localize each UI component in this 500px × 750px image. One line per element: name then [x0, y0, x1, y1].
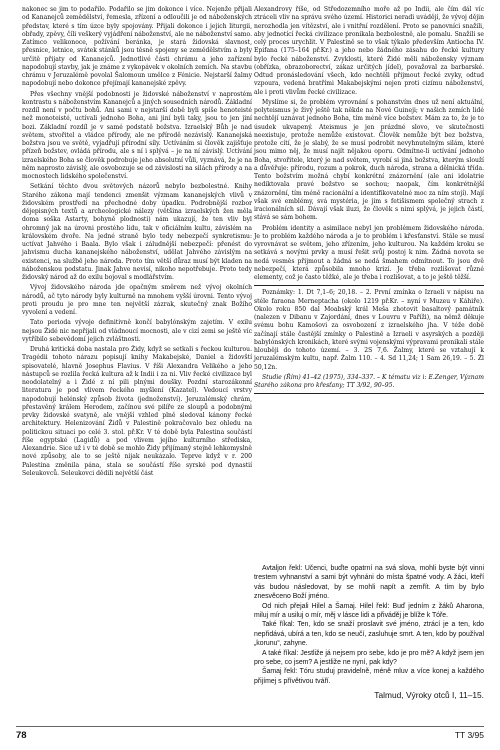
article-paragraph: nakonec se jim to podařilo. Podařilo se jim dokonce i více. Nejenže přijali od Kananejců zemědělství, řemesla, zřízení a odloučili je od náboženských představ, které s tím úzce byly spojovány. Přijali dokonce i jejich liturgii, obřady, zpěvy, číli veškerý vyjádření náboženství, ale ne náboženství samo. Zatímco velikonoce, požívání beránka, je stará židovská slavnost, přesnice, letnice, svátek stánků jsou těsně spojeny se zemědělstvím a byly určitě přijaty od Kananejců. Jednotlivé části chrámu a jeho zařízení napodobují stavby, jak je známe z vykopávek v okolních zemích. Na stavbu chrámu v Jeruzalémě povolal Šalomoun umělce z Fénicie. Nejstarší žalmy napodobují nebo dokonce přejímají kananejské zpěvy.	[22, 6, 252, 88]
page-footer	[16, 728, 484, 742]
talmud-paragraph: Avtaljon řekl: Učenci, buďte opatrní na svá slova, mohli byste být vinni trestem vyhnanství a sami být vyhnáni do místa špatné vody. A žáci, kteří vás budou následovat, by se mohli napít a zemřít. A tím by bylo znesvěceno Boží jméno.	[254, 565, 484, 601]
page-number: 78	[16, 729, 27, 741]
section-divider	[254, 393, 484, 394]
talmud-paragraph: Také říkal: Ten, kdo se snaží proslavit své jméno, ztrácí je a ten, kdo nepřidává, ubírá a ten, kdo se neučí, zasluhuje smrt. A ten, kdo by používal „korunu“, zahyne.	[254, 621, 484, 648]
issue-label: TT 3/95	[454, 730, 484, 740]
talmud-paragraph: Od nich přejali Hilel a Šamaj. Hilel řekl: Buď jedním z žáků Aharona, miluj mír a usiluj o mír, měj v lásce lidi a přiváděj je blíže k Tóře.	[254, 602, 484, 620]
notes-divider	[254, 285, 484, 286]
source-citation: Studie (Řím) 41–42 (1975), 334–337. – K tématu viz i: E.Zenger, Význam Starého zákona pro křesťany; TT 3/92, 90–95.	[254, 373, 484, 389]
footnotes: Poznámky: 1. Dt 7,1–6; 20,18. – 2. První zmínka o Izraeli v nápisu na stéle faraona Merneptacha (okolo 1219 př.Kr. – nyní v Muzeu v Káhiře). Okolo roku 850 dal Moabský král Meša zhotovit basaltový památník (nalezen v Dibanu v Zajordání, dnes v Louvru v Paříži), na němž děkuje svému bohu Kamošovi za osvobození z izraelského jha. V téže době začínají stále častější zmínky o Palestině a Izraeli v asyrských a později babylónských kronikách, které svými vojenskými výpravami pronikali stále hlouběji do tohoto území. – 3. 2S 7,6. Žalmy, které se vztahují k jeruzalémským kultu, např. Žalm 110. – 4. Sd 11,24; 1 Sam 26,19. – 5. Žl 50,12n.	[254, 289, 484, 371]
talmud-quote-box	[254, 564, 484, 700]
article-paragraph: Myslíme si, že problém vyrovnání s pohanstvím dnes už není aktuální, polyteismus je živý ještě tak někde na Nové Guineji; v našich zemích lidé nechtějí uznávat jednoho Boha, tím méně více božstev. Mám za to, že je to úsudek ukvapený. Ateismus je jen prázdné slovo, ve skutečnosti neexistuje, protože nemůže existovat. Člověk nemůže být bez božstva, protože cítí, že je slabý, že se musí podrobit nevyhnutelným silám, které jsou mimo něj, že musí najít nějakou oporu. Odmítne-li uctívání jednoho Boha, stvořitele, který je nad světem, vyrobí si jiná božstva, kterým slouží a důvěřuje: přírodu, rozum a pokrok, duch národa, strana a dělnická třída. Tento božstvím možná chybí konkrétní znázornění (ale ani idolatrie nediktovala pravé božstvo se sochou; naopak, čím konkrétnější znázornění, tím méně racionální a identifikovatelné moc za ním stojí). Mají však své emblémy, svá mystéria, je jim s fetišismem společný strach z iracionálních sil. Dávají však iluzi, že člověk s nimi splývá, je jejich částí, stává se sám bohem.	[254, 98, 484, 222]
article-paragraph: Alexandrovy říše, od Středozemního moře až po Indii, ale čím dál víc ztráceli vliv na správu svého území. Historici neradi uvádějí, že vývoj dějin nerozhodla jen vítězství, ale i vnitřní rozdělení. Proto se panovníci snažili, aby jednotící řecká civilizace pronikala bezbolestně, ale pomalu. Snažili se celý proces urychlit. V Palestině se to však týkalo především Antiocha IV. Epifana (175–164 př.Kr.) a jeho nebo žádného zásahu do řecké kultury bylo řecké náboženství. Zvyklosti, které Židé měli nábožensky význam (obřízka, obrazoborectví, zákaz určitých jídel), považoval za barbarské. Odtud pronásledování všech, kdo nechtěli přijmout řecké zvyky, odtud vzpoura, vedená bratřími Makabejskými nejen proti cizímu náboženství, ale i proti vlivům řecké civilizace.	[254, 6, 484, 96]
article-paragraph: Tato perioda vývoje definitivně končí babylónským zajetím. V exilu nejsou Židé nic nepřijali od vládnoucí mocnosti, ale v cizí zemi se ještě víc vytříbilo sebevědomí jejich zvláštnosti.	[22, 319, 252, 343]
footer-rule	[16, 726, 484, 727]
article-paragraph: Setkání těchto dvou světových názorů nebylo bezbolestné. Knihy Starého zákona mají tendenci zmenšit výzmam kananejských vlivů v židovském prostředí na přechodné doby úpadku. Podrobnější rozbor dějepisných textů a archeologické nálezy (většina izraelských žen měla doma soška Astarty, bohyně plodnosti) nám ukazují, že ten vliv byl ohromný jak na úrovni prostého lidu, tak v oficiálním kultu, závislém na královském dvoře. Na jedné straně bylo tedy nebezpečí synkretismu: uctívat Jahvého i Baala. Bylo však i záludnější nebezpečí: přenést do jahvismu ducha kananejského náboženství, udělat Jahvého závislým na existenci, na službě jeho národa. Proto tím větší důraz musí být kladen na náboženskou podstatu. Jinak Jahve nevisí, nikoho nepotřebuje. Proto tedy židovský národ až do exilu bojoval s modlářstvím.	[22, 183, 252, 281]
talmud-citation: Talmud, Výroky otců I, 11–15.	[374, 690, 484, 701]
right-column	[254, 6, 484, 397]
talmud-paragraph: A také říkal: Jestliže já nejsem pro sebe, kdo je pro mě? A když jsem jen pro sebe, co jsem? A jestliže ne nyní, pak kdy?	[254, 649, 484, 667]
left-column	[22, 6, 252, 480]
talmud-paragraph: Šamaj řekl: Tóru studuj pravidelně, méně mluv a více konej a každého přijímej s přívětivou tváří.	[254, 668, 484, 685]
article-paragraph: Vývoj židovského národa jde opačným směrem než vývoj okolních národů, ač tyto národy byly kulturně na mnohem vyšší úrovni. Tento vývoj proti proudu je pro mne ten největší zázrak, skutečný znak Božího vyvolení a vedení.	[22, 284, 252, 316]
article-paragraph: Druhá kritická doba nastala pro Židy, když se setkali s řeckou kulturou. Tragédii tohoto nárazu popisují knihy Makabejské, Daniel a židovští spisovatelé, hlavně Josephus Flavius. V říši Alexandra Velikého a jeho nástupců se rozlila řecká kultura až k Indii i za ni. Vliv řecké civilizace byl neodolatelný a i Židé z ní pili plnými doušky. Pozdní starozákonní literatura je pod vlivem řeckého myšlení (Kazatel). Vedoucí vrstvy napodobují helénský způsob života (jednoženství). Jeruzalémský chrám, přestavěný králem Herodem, začínou své pilíře ze sloupů a podobnými prvky židovské svatyně, ale vnější vzhled plně sledoval kánony řecké architektury. Helenizování Židů v Palestině pokračovalo bez ohledu na politickou situaci po celé 3. stol. př.Kr. V té době byla Palestina součástí říše egyptské (Lagidů) a pod vlivem jejího kulturního střediska, Alexandrie. Sice už i v té době se mohlo Židy přijímaný stejně lehkomyslně nové způsoby, ale to se ještě nijak neukázalo. Teprve když v r. 200 Palestina změnila pána, stala se součástí říše syrské pod dynastií Seleukovců. Seleukovci dědili největší část	[22, 346, 252, 477]
article-paragraph: Problém identity a asimilace nebyl jen problémem židovského národa. Je to problém každého národa a je to problém i křesťanství. Stále se musí vyrovnávat se světem, jeho zřízením, jeho kulturou. Na každém kroku se setkává s novými prvky a musí řešit svůj postoj k nim. Žádná novota se nedá vesměs přijmout a žádná se nedá šmahem odmítnout. To jsou dvě nebezpečí, která způsobila mnoho krizí. Je třeba rozlišovat různé elementy, což je často těžké, ale je třeba i rozlišovat, a to je ještě těžší.	[254, 224, 484, 281]
article-paragraph: Přes všechny vnější podobnosti je židovské náboženství v naprostém kontrastu s náboženstvím Kananejců a jiných sousedních národů. Základní rozdíl není v počtu bohů. Ani sami v nejstarší době byli spíše henoteisté než monoteisté, uctívali jednoho Boha, ani jiní byli taky, jsou to jen jiní bozi. Základní rozdíl je v samé podstatě božstva. Izraelský Bůh je nad světem, stvořitel a vládce přírody, ale ne přírodě nezávislý. Kananejská božstva jsou ve světě, vyjadřují přírodní síly. Uctíváním si člověk zajišťuje přízeň božstev, ovládá přírodu, ale s ní i splývá – je na ní závislý. Uctívání izraelského Boha se člověk podrobuje jeho absolutní vůli, vyznává, že je na něm naprosto závislý, ale osvobozuje se od závislosti na silách přírody a na mocnostech lidského společenství.	[22, 90, 252, 180]
